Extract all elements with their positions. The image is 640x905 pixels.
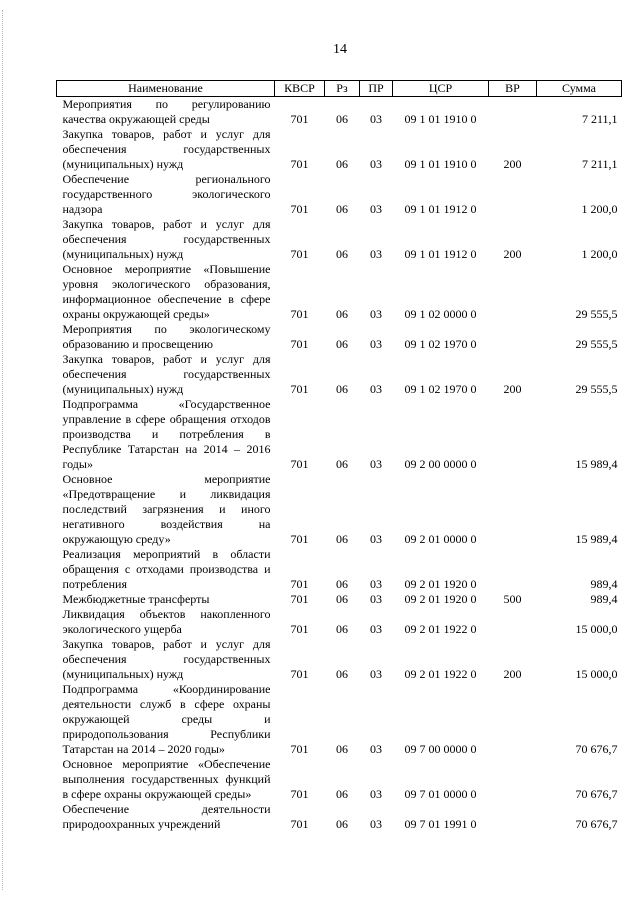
row-rz-cell: 06 xyxy=(336,112,348,126)
page-number: 14 xyxy=(333,42,347,57)
row-rz-cell: 06 xyxy=(336,457,348,471)
row-csr-cell: 09 1 02 0000 0 xyxy=(404,307,477,321)
row-csr-cell: 09 1 02 1970 0 xyxy=(404,337,477,351)
table-row xyxy=(57,547,622,592)
row-pr-cell: 03 xyxy=(370,307,382,321)
row-name-cell: Основное мероприятие «Предотвращение и ликвидация последствий загрязнения и иного негативного воздействия на окружающую среду» xyxy=(62,472,271,546)
row-pr-cell: 03 xyxy=(370,337,382,351)
row-vr-cell xyxy=(489,97,537,128)
row-pr-cell: 03 xyxy=(370,382,382,396)
row-vr-cell xyxy=(489,682,537,757)
row-sum-cell: 989,4 xyxy=(590,577,618,591)
row-sum-cell: 70 676,7 xyxy=(575,787,618,801)
row-vr-cell xyxy=(489,322,537,352)
row-sum-cell: 989,4 xyxy=(590,592,618,606)
table-row xyxy=(57,397,622,472)
header-rz: Рз xyxy=(325,81,360,97)
header-kvsr: КВСР xyxy=(275,81,325,97)
table-row xyxy=(57,607,622,637)
row-kvsr-cell: 701 xyxy=(290,667,309,681)
row-csr-cell: 09 7 00 0000 0 xyxy=(404,742,477,756)
row-kvsr-cell: 701 xyxy=(290,787,309,801)
row-kvsr-cell: 701 xyxy=(290,202,309,216)
row-csr-cell: 09 2 01 1922 0 xyxy=(404,622,477,636)
row-name-cell: Межбюджетные трансферты xyxy=(62,592,210,606)
row-name-cell: Обеспечение деятельности природоохранных учреждений xyxy=(62,802,271,831)
row-vr-cell xyxy=(489,757,537,802)
row-kvsr-cell: 701 xyxy=(290,247,309,261)
row-name-cell: Ликвидация объектов накопленного экологического ущерба xyxy=(62,607,271,636)
table-header-row xyxy=(57,81,622,97)
table-row xyxy=(57,97,622,128)
row-pr-cell: 03 xyxy=(370,667,382,681)
row-sum-cell: 15 000,0 xyxy=(575,622,618,636)
row-sum-cell: 15 000,0 xyxy=(575,667,618,681)
row-rz-cell: 06 xyxy=(336,157,348,171)
row-csr-cell: 09 1 01 1912 0 xyxy=(404,202,477,216)
row-sum-cell: 15 989,4 xyxy=(575,457,618,471)
row-vr-cell: 200 xyxy=(503,667,522,681)
row-name-cell: Подпрограмма «Координирование деятельности служб в сфере охраны окружающей среды и природопользования Республики Татарстан на 2014 – 2020 годы» xyxy=(62,682,271,756)
header-sum: Сумма xyxy=(537,81,622,97)
row-sum-cell: 29 555,5 xyxy=(575,307,618,321)
row-rz-cell: 06 xyxy=(336,742,348,756)
row-csr-cell: 09 2 00 0000 0 xyxy=(404,457,477,471)
row-vr-cell: 200 xyxy=(503,157,522,171)
row-kvsr-cell: 701 xyxy=(290,457,309,471)
row-pr-cell: 03 xyxy=(370,202,382,216)
row-rz-cell: 06 xyxy=(336,337,348,351)
row-sum-cell: 70 676,7 xyxy=(575,817,618,831)
row-name-cell: Основное мероприятие «Обеспечение выполнения государственных функций в сфере охраны окружающей среды» xyxy=(62,757,271,801)
row-kvsr-cell: 701 xyxy=(290,622,309,636)
row-csr-cell: 09 7 01 0000 0 xyxy=(404,787,477,801)
header-csr: ЦСР xyxy=(393,81,489,97)
row-csr-cell: 09 7 01 1991 0 xyxy=(404,817,477,831)
row-rz-cell: 06 xyxy=(336,592,348,606)
row-vr-cell xyxy=(489,172,537,217)
row-name-cell: Закупка товаров, работ и услуг для обеспечения государственных (муниципальных) нужд xyxy=(62,217,271,261)
row-rz-cell: 06 xyxy=(336,577,348,591)
row-kvsr-cell: 701 xyxy=(290,742,309,756)
row-name-cell: Закупка товаров, работ и услуг для обеспечения государственных (муниципальных) нужд xyxy=(62,127,271,171)
row-name-cell: Реализация мероприятий в области обращения с отходами производства и потребления xyxy=(62,547,271,591)
row-kvsr-cell: 701 xyxy=(290,382,309,396)
table-row xyxy=(57,472,622,547)
table-row xyxy=(57,262,622,322)
table-row xyxy=(57,172,622,217)
left-margin-dotted-line xyxy=(2,10,4,890)
row-rz-cell: 06 xyxy=(336,532,348,546)
row-pr-cell: 03 xyxy=(370,247,382,261)
row-rz-cell: 06 xyxy=(336,382,348,396)
row-csr-cell: 09 2 01 0000 0 xyxy=(404,532,477,546)
row-pr-cell: 03 xyxy=(370,592,382,606)
row-pr-cell: 03 xyxy=(370,577,382,591)
row-csr-cell: 09 1 01 1910 0 xyxy=(404,112,477,126)
row-csr-cell: 09 2 01 1920 0 xyxy=(404,577,477,591)
row-sum-cell: 1 200,0 xyxy=(581,202,618,216)
header-vr: ВР xyxy=(489,81,537,97)
row-vr-cell xyxy=(489,262,537,322)
row-pr-cell: 03 xyxy=(370,817,382,831)
table-row xyxy=(57,217,622,262)
row-vr-cell xyxy=(489,472,537,547)
row-name-cell: Закупка товаров, работ и услуг для обеспечения государственных (муниципальных) нужд xyxy=(62,637,271,681)
row-rz-cell: 06 xyxy=(336,202,348,216)
budget-table xyxy=(56,80,622,832)
row-name-cell: Основное мероприятие «Повышение уровня экологического образования, информационное обеспечение в сфере охраны окружающей среды» xyxy=(62,262,271,321)
row-pr-cell: 03 xyxy=(370,112,382,126)
row-sum-cell: 70 676,7 xyxy=(575,742,618,756)
row-sum-cell: 29 555,5 xyxy=(575,337,618,351)
row-name-cell: Закупка товаров, работ и услуг для обеспечения государственных (муниципальных) нужд xyxy=(62,352,271,396)
table-row xyxy=(57,637,622,682)
table-row xyxy=(57,682,622,757)
row-vr-cell xyxy=(489,802,537,832)
row-pr-cell: 03 xyxy=(370,787,382,801)
table-row xyxy=(57,322,622,352)
row-vr-cell xyxy=(489,397,537,472)
row-kvsr-cell: 701 xyxy=(290,577,309,591)
row-pr-cell: 03 xyxy=(370,157,382,171)
row-rz-cell: 06 xyxy=(336,307,348,321)
row-kvsr-cell: 701 xyxy=(290,532,309,546)
table-row xyxy=(57,127,622,172)
row-csr-cell: 09 2 01 1920 0 xyxy=(404,592,477,606)
table-row xyxy=(57,757,622,802)
row-name-cell: Обеспечение регионального государственного экологического надзора xyxy=(62,172,271,216)
row-name-cell: Мероприятия по экологическому образованию и просвещению xyxy=(62,322,271,351)
row-pr-cell: 03 xyxy=(370,622,382,636)
row-kvsr-cell: 701 xyxy=(290,592,309,606)
row-pr-cell: 03 xyxy=(370,457,382,471)
row-pr-cell: 03 xyxy=(370,532,382,546)
row-name-cell: Подпрограмма «Государственное управление в сфере обращения отходов производства и потребления в Республике Татарстан на 2014 – 2016 годы» xyxy=(62,397,271,471)
row-rz-cell: 06 xyxy=(336,817,348,831)
row-vr-cell xyxy=(489,547,537,592)
row-sum-cell: 29 555,5 xyxy=(575,382,618,396)
row-vr-cell: 200 xyxy=(503,382,522,396)
row-sum-cell: 7 211,1 xyxy=(581,157,618,171)
row-vr-cell: 200 xyxy=(503,247,522,261)
row-csr-cell: 09 1 02 1970 0 xyxy=(404,382,477,396)
row-sum-cell: 15 989,4 xyxy=(575,532,618,546)
row-kvsr-cell: 701 xyxy=(290,307,309,321)
row-csr-cell: 09 2 01 1922 0 xyxy=(404,667,477,681)
header-name: Наименование xyxy=(57,81,275,97)
row-vr-cell: 500 xyxy=(503,592,522,606)
row-pr-cell: 03 xyxy=(370,742,382,756)
row-rz-cell: 06 xyxy=(336,787,348,801)
row-sum-cell: 1 200,0 xyxy=(581,247,618,261)
table-row xyxy=(57,592,622,607)
header-pr: ПР xyxy=(360,81,393,97)
row-kvsr-cell: 701 xyxy=(290,337,309,351)
row-name-cell: Мероприятия по регулированию качества окружающей среды xyxy=(62,97,271,126)
table-row xyxy=(57,802,622,832)
row-kvsr-cell: 701 xyxy=(290,157,309,171)
row-kvsr-cell: 701 xyxy=(290,112,309,126)
row-kvsr-cell: 701 xyxy=(290,817,309,831)
row-rz-cell: 06 xyxy=(336,667,348,681)
row-sum-cell: 7 211,1 xyxy=(581,112,618,126)
row-vr-cell xyxy=(489,607,537,637)
row-csr-cell: 09 1 01 1910 0 xyxy=(404,157,477,171)
row-rz-cell: 06 xyxy=(336,622,348,636)
table-row xyxy=(57,352,622,397)
row-rz-cell: 06 xyxy=(336,247,348,261)
row-csr-cell: 09 1 01 1912 0 xyxy=(404,247,477,261)
